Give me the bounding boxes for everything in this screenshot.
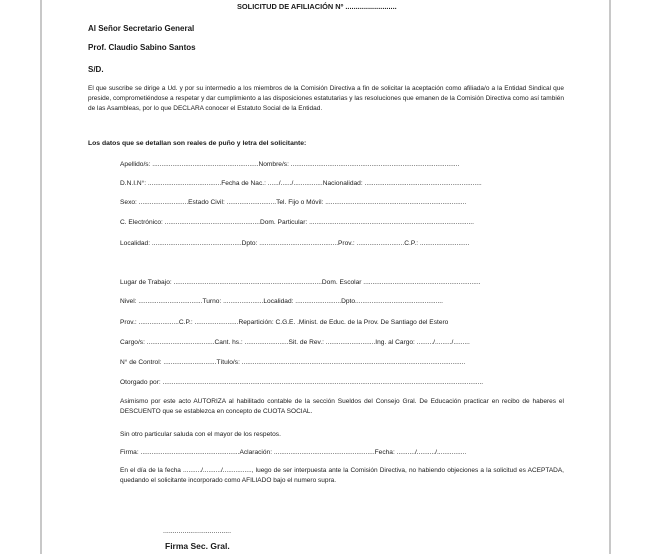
- field-firma: Firma: ......................................................Aclaración: .......................................................Fecha: ........../........../................: [120, 449, 467, 456]
- field-dni: D.N.I.N°: ........................................Fecha de Nac.: ....../....../................Nacionalidad: ................................................................: [120, 180, 482, 187]
- form-title: SOLICITUD DE AFILIACIÓN Nº .........................: [237, 2, 397, 11]
- field-sexo: Sexo: ...........................Estado Civil: ...........................Tel. Fijo o Móvil: .............................................................................: [120, 199, 467, 206]
- authorization-paragraph: Asimismo por este acto AUTORIZA al habilitado contable de la sección Sueldos del Consejo Gral. De Educación practicar en recibo de haberes el DESCUENTO que se establezca en concepto de CUOTA SOCIAL.: [120, 398, 564, 415]
- acceptance-paragraph: En el día de la fecha ........../........../................, luego de ser interpuesta ante la Comisión Directiva, no habiendo objeciones a la solicitud es ACEPTADA, quedando el solicitante incorporado como AFILIADO bajo el numero supra.: [120, 467, 564, 484]
- page-edge-right: [609, 0, 611, 554]
- addressee-line-2: Prof. Claudio Sabino Santos: [88, 43, 196, 52]
- closing-greeting: Sin otro particular saluda con el mayor de los respetos.: [120, 431, 281, 438]
- field-cargo: Cargo/s: .....................................Cant. hs.: ........................Sit. de Rev.: ...........................Ing. al Cargo: ........./........./.........: [120, 339, 470, 346]
- field-nivel: Nivel: ...................................Turno: ......................Localidad: .........................Dpto................................................: [120, 298, 443, 305]
- field-otorgado: Otorgado por: ...............................................................................................................................................................................: [120, 379, 484, 386]
- addressee-line-1: Al Señor Secretario General: [88, 24, 195, 33]
- field-apellido: Apellido/s: ..........................................................Nombre/s: ............................................................................................: [120, 161, 460, 168]
- signature-line: ...................................: [163, 528, 232, 535]
- intro-paragraph: El que suscribe se dirige a Ud. y por su intermedio a los miembros de la Comisión Directiva a fin de solicitar la aceptación como afiliada/o a la Entidad Sindical que preside, comprometiéndose a respetar y dar cumplimiento a las disposiciones estatutarias y las resoluciones que emanen de la Comisión Directiva como así también de las Asambleas, por lo que DECLARA conocer el Estatuto Social de la Entidad.: [88, 85, 564, 112]
- addressee-line-3: S/D.: [88, 65, 104, 74]
- field-localidad: Localidad: .................................................Dpto: ...........................................Prov.: ..........................C.P.: ...........................: [120, 240, 470, 247]
- field-correo: C. Electrónico: ....................................................Dom. Particular: ..........................................................................................: [120, 219, 474, 226]
- data-intro: Los datos que se detallan son reales de puño y letra del solicitante:: [88, 140, 307, 147]
- signature-label: Firma Sec. Gral.: [165, 541, 230, 551]
- field-prov: Prov.: ......................C.P.: ........................Repartición: C.G.E. .Minist. de Educ. de la Prov. De Santiago del Estero: [120, 319, 449, 326]
- field-control: N° de Control: .............................Título/s: ..........................................................................................................................: [120, 359, 466, 366]
- field-lugar-trabajo: Lugar de Trabajo: .................................................................................Dom. Escolar ................................................................: [120, 279, 481, 286]
